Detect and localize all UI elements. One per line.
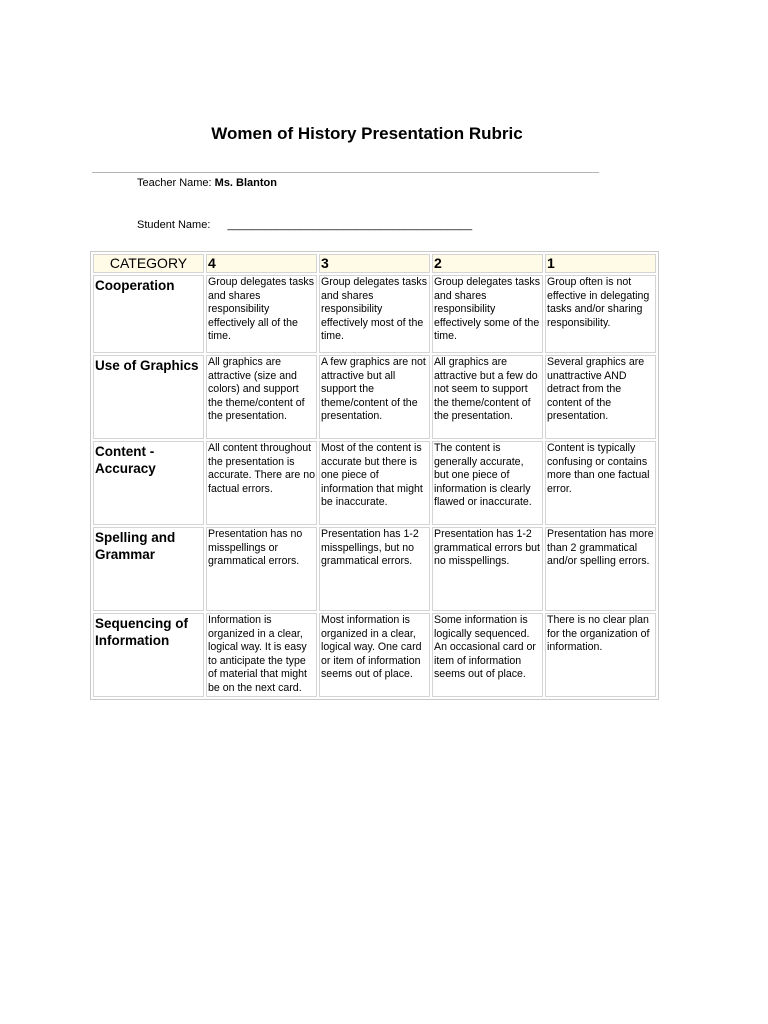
criteria-cell-4: Group delegates tasks and shares responsibility effectively all of the time. <box>206 275 317 353</box>
criteria-cell-1: Group often is not effective in delegating tasks and/or sharing responsibility. <box>545 275 656 353</box>
category-name: Sequencing of Information <box>93 613 204 697</box>
header-score-1: 1 <box>545 254 656 273</box>
criteria-cell-3: Most of the content is accurate but there is one piece of information that might be inaccurate. <box>319 441 430 525</box>
criteria-cell-1: Content is typically confusing or contains more than one factual error. <box>545 441 656 525</box>
rubric-row-spelling-grammar <box>93 527 656 611</box>
rubric-header-row <box>93 254 656 273</box>
rubric-row-use-of-graphics <box>93 355 656 439</box>
category-name: Cooperation <box>93 275 204 353</box>
criteria-cell-2: Some information is logically sequenced. An occasional card or item of information seems out of place. <box>432 613 543 697</box>
criteria-cell-1: Several graphics are unattractive AND detract from the content of the presentation. <box>545 355 656 439</box>
student-name-line <box>137 219 472 231</box>
student-name-blank: ________________________________________ <box>227 219 473 231</box>
header-category: CATEGORY <box>93 254 204 273</box>
criteria-cell-3: A few graphics are not attractive but all support the theme/content of the presentation. <box>319 355 430 439</box>
criteria-cell-3: Most information is organized in a clear, logical way. One card or item of information seems out of place. <box>319 613 430 697</box>
criteria-cell-3: Group delegates tasks and shares responsibility effectively most of the time. <box>319 275 430 353</box>
student-name-label: Student Name: <box>137 219 211 231</box>
criteria-cell-4: All content throughout the presentation is accurate. There are no factual errors. <box>206 441 317 525</box>
header-score-4: 4 <box>206 254 317 273</box>
document-title: Women of History Presentation Rubric <box>211 124 523 143</box>
category-name: Use of Graphics <box>93 355 204 439</box>
teacher-name-line <box>137 177 277 189</box>
criteria-cell-2: The content is generally accurate, but one piece of information is clearly flawed or inaccurate. <box>432 441 543 525</box>
teacher-name-label: Teacher Name: <box>137 177 212 189</box>
rubric-row-sequencing <box>93 613 656 697</box>
criteria-cell-1: There is no clear plan for the organization of information. <box>545 613 656 697</box>
header-score-3: 3 <box>319 254 430 273</box>
title-divider <box>92 172 599 173</box>
criteria-cell-1: Presentation has more than 2 grammatical and/or spelling errors. <box>545 527 656 611</box>
category-name: Content - Accuracy <box>93 441 204 525</box>
rubric-table <box>90 251 659 700</box>
category-name: Spelling and Grammar <box>93 527 204 611</box>
criteria-cell-2: Group delegates tasks and shares responsibility effectively some of the time. <box>432 275 543 353</box>
criteria-cell-3: Presentation has 1-2 misspellings, but no grammatical errors. <box>319 527 430 611</box>
header-score-2: 2 <box>432 254 543 273</box>
criteria-cell-4: Information is organized in a clear, logical way. It is easy to anticipate the type of material that might be on the next card. <box>206 613 317 697</box>
rubric-row-cooperation <box>93 275 656 353</box>
criteria-cell-2: Presentation has 1-2 grammatical errors but no misspellings. <box>432 527 543 611</box>
criteria-cell-4: All graphics are attractive (size and colors) and support the theme/content of the presentation. <box>206 355 317 439</box>
criteria-cell-4: Presentation has no misspellings or grammatical errors. <box>206 527 317 611</box>
rubric-row-content-accuracy <box>93 441 656 525</box>
teacher-name-value: Ms. Blanton <box>214 177 277 189</box>
criteria-cell-2: All graphics are attractive but a few do not seem to support the theme/content of the presentation. <box>432 355 543 439</box>
